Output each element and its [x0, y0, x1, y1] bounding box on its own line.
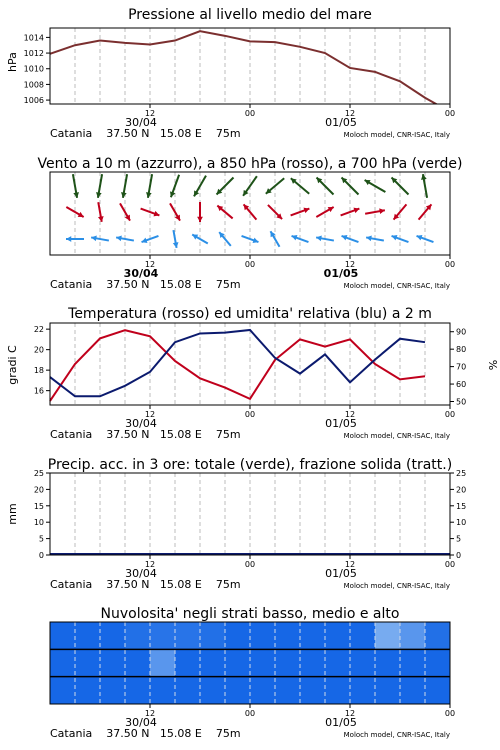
temperature-yaxis — [34, 325, 50, 396]
pressure-day-label: 01/05 — [325, 116, 357, 129]
clouds-xtick-label: 12 — [344, 709, 356, 718]
cloud-cell — [375, 677, 401, 704]
wind-title: Vento a 10 m (azzurro), a 850 hPa (rosso), a 700 hPa (verde) — [37, 156, 463, 172]
precip-title: Precip. acc. in 3 ore: totale (verde), frazione solida (tratt.) — [47, 457, 453, 473]
cloud-cell — [250, 622, 276, 649]
cloud-cell — [75, 677, 101, 704]
pressure-footer — [50, 127, 450, 140]
cloud-cell — [100, 622, 126, 649]
precip-right-ytick-label: 10 — [456, 518, 467, 528]
wind-xtick-label: 00 — [244, 260, 256, 269]
cloud-cell — [150, 649, 176, 676]
precip-plot-frame — [50, 473, 450, 555]
temperature-ytick-label: 20 — [33, 345, 44, 355]
humidity-yaxis — [450, 328, 466, 407]
cloud-cell — [275, 677, 301, 704]
cloud-cell — [250, 649, 276, 676]
cloud-cell — [225, 677, 251, 704]
cloud-cell — [325, 622, 351, 649]
cloud-cell — [50, 622, 76, 649]
cloud-cell — [125, 649, 151, 676]
clouds-xaxis — [125, 704, 455, 729]
cloud-cell — [175, 677, 201, 704]
wind-credit: Moloch model, CNR-ISAC, Italy — [343, 282, 450, 290]
precip-ytick-label: 25 — [33, 469, 44, 478]
precip-location: Catania 37.50 N 15.08 E 75m — [50, 578, 241, 591]
pressure-xtick-label: 00 — [444, 109, 456, 118]
precip-yaxis-right — [450, 469, 466, 560]
cloud-cell — [325, 649, 351, 676]
pressure-ytick-label: 1006 — [23, 96, 44, 106]
precip-day-label: 01/05 — [325, 567, 357, 580]
pressure-xaxis — [125, 104, 455, 129]
precip-ytick-label: 20 — [33, 485, 44, 495]
precip-credit: Moloch model, CNR-ISAC, Italy — [343, 582, 450, 590]
pressure-ytick-label: 1008 — [23, 80, 44, 90]
precip-right-ytick-label: 25 — [456, 469, 467, 478]
pressure-yaxis — [24, 33, 50, 105]
precip-right-ytick-label: 0 — [456, 551, 462, 560]
cloud-cell — [150, 622, 176, 649]
pressure-ylabel: hPa — [6, 52, 19, 72]
cloud-cell — [375, 622, 401, 649]
wind-day-label: 01/05 — [323, 267, 359, 280]
cloud-cell — [300, 649, 326, 676]
pressure-ytick-label: 1012 — [23, 49, 44, 59]
wind-panel — [37, 156, 462, 291]
wind-xtick-label: 12 — [344, 260, 356, 269]
temperature-xaxis — [125, 405, 455, 430]
cloud-cell — [200, 677, 226, 704]
cloud-cell — [150, 677, 176, 704]
temperature-ytick-label: 16 — [33, 386, 44, 396]
cloud-cell — [200, 649, 226, 676]
temperature-title: Temperatura (rosso) ed umidita' relativa (blu) a 2 m — [68, 306, 432, 322]
precip-right-ytick-label: 15 — [456, 501, 467, 511]
humidity-ytick-label: 90 — [456, 327, 467, 337]
precip-right-ytick-label: 5 — [456, 534, 462, 544]
cloud-cell — [50, 677, 76, 704]
temperature-xtick-label: 12 — [344, 410, 356, 419]
clouds-credit: Moloch model, CNR-ISAC, Italy — [343, 731, 450, 739]
wind-day-label: 30/04 — [123, 267, 159, 280]
cloud-cell — [350, 622, 376, 649]
humidity-ytick-label: 60 — [456, 380, 467, 390]
humidity-ytick-label: 80 — [456, 345, 467, 355]
precip-gridlines — [75, 473, 425, 555]
clouds-day-label: 01/05 — [325, 716, 357, 729]
precip-ylabel: mm — [6, 503, 19, 525]
cloud-cell — [100, 677, 126, 704]
temperature-humidity-lines — [50, 330, 425, 401]
pressure-day-label: 30/04 — [125, 116, 157, 129]
clouds-title: Nuvolosita' negli strati basso, medio e alto — [100, 606, 400, 622]
cloud-cell — [175, 622, 201, 649]
pressure-xtick-label: 00 — [244, 109, 256, 118]
humidity-ytick-label: 70 — [456, 362, 467, 372]
clouds-xtick-label: 00 — [244, 709, 256, 718]
wind-xaxis — [124, 255, 455, 280]
wind-arrow-head — [66, 236, 71, 242]
wind-location: Catania 37.50 N 15.08 E 75m — [50, 278, 241, 291]
wind-xtick-label: 00 — [444, 260, 456, 269]
precip-day-label: 30/04 — [125, 567, 157, 580]
cloud-cell — [275, 649, 301, 676]
clouds-panel — [50, 606, 455, 740]
cloud-cell — [125, 677, 151, 704]
cloud-cell — [350, 649, 376, 676]
clouds-footer — [50, 727, 450, 740]
cloud-cell — [50, 649, 76, 676]
cloud-cell — [325, 677, 351, 704]
precip-ytick-label: 0 — [38, 551, 44, 560]
temperature-xtick-label: 12 — [144, 410, 156, 419]
temperature-day-label: 30/04 — [125, 417, 157, 430]
cloud-cell — [250, 677, 276, 704]
pressure-gridlines — [75, 28, 425, 104]
cloud-cell — [275, 622, 301, 649]
cloud-cell — [425, 649, 451, 676]
cloud-cell — [400, 677, 426, 704]
precip-xtick-label: 12 — [144, 560, 156, 569]
precip-xtick-label: 12 — [344, 560, 356, 569]
precip-right-ytick-label: 20 — [456, 485, 467, 495]
wind-arrow-head — [197, 217, 203, 222]
humidity-ylabel: % — [486, 359, 499, 371]
pressure-xtick-label: 12 — [144, 109, 156, 118]
temperature-day-label: 01/05 — [325, 417, 357, 430]
wind-footer — [50, 278, 450, 291]
pressure-panel — [6, 7, 455, 140]
cloud-cell — [425, 677, 451, 704]
wind-xtick-label: 12 — [144, 260, 156, 269]
precip-xtick-label: 00 — [444, 560, 456, 569]
cloud-cell — [425, 622, 451, 649]
clouds-xtick-label: 00 — [444, 709, 456, 718]
cloud-cell — [100, 649, 126, 676]
precip-ytick-label: 5 — [38, 534, 44, 544]
precip-xaxis — [125, 555, 455, 580]
temperature-credit: Moloch model, CNR-ISAC, Italy — [343, 432, 450, 440]
pressure-title: Pressione al livello medio del mare — [128, 7, 372, 23]
temperature-xtick-label: 00 — [244, 410, 256, 419]
precip-panel — [6, 457, 466, 591]
cloud-cell — [225, 649, 251, 676]
temperature-gridlines — [75, 323, 425, 405]
cloud-cell — [125, 622, 151, 649]
humidity-ytick-label: 50 — [456, 397, 467, 407]
pressure-location: Catania 37.50 N 15.08 E 75m — [50, 127, 241, 140]
clouds-xtick-label: 12 — [144, 709, 156, 718]
cloud-cell — [225, 622, 251, 649]
cloud-cell — [300, 622, 326, 649]
precip-yaxis — [34, 469, 50, 560]
temperature-footer — [50, 428, 450, 441]
cloud-cell — [75, 622, 101, 649]
clouds-location: Catania 37.50 N 15.08 E 75m — [50, 727, 241, 740]
precip-footer — [50, 578, 450, 591]
pressure-credit: Moloch model, CNR-ISAC, Italy — [343, 131, 450, 139]
clouds-heatmap — [50, 622, 451, 704]
precip-ytick-label: 10 — [33, 518, 44, 528]
pressure-xtick-label: 12 — [344, 109, 356, 118]
temperature-ytick-label: 18 — [33, 366, 44, 376]
cloud-cell — [400, 649, 426, 676]
temperature-location: Catania 37.50 N 15.08 E 75m — [50, 428, 241, 441]
temperature-ytick-label: 22 — [33, 325, 44, 335]
temperature-ylabel: gradi C — [6, 345, 19, 385]
cloud-cell — [375, 649, 401, 676]
humidity-series-line — [50, 330, 425, 396]
temperature-xtick-label: 00 — [444, 410, 456, 419]
cloud-cell — [200, 622, 226, 649]
cloud-cell — [175, 649, 201, 676]
cloud-cell — [350, 677, 376, 704]
cloud-cell — [75, 649, 101, 676]
pressure-ytick-label: 1014 — [23, 33, 44, 43]
precip-xtick-label: 00 — [244, 560, 256, 569]
cloud-cell — [400, 622, 426, 649]
cloud-cell — [300, 677, 326, 704]
precip-ytick-label: 15 — [33, 501, 44, 511]
clouds-day-label: 30/04 — [125, 716, 157, 729]
temperature-panel — [6, 306, 499, 441]
pressure-ytick-label: 1010 — [23, 64, 44, 74]
